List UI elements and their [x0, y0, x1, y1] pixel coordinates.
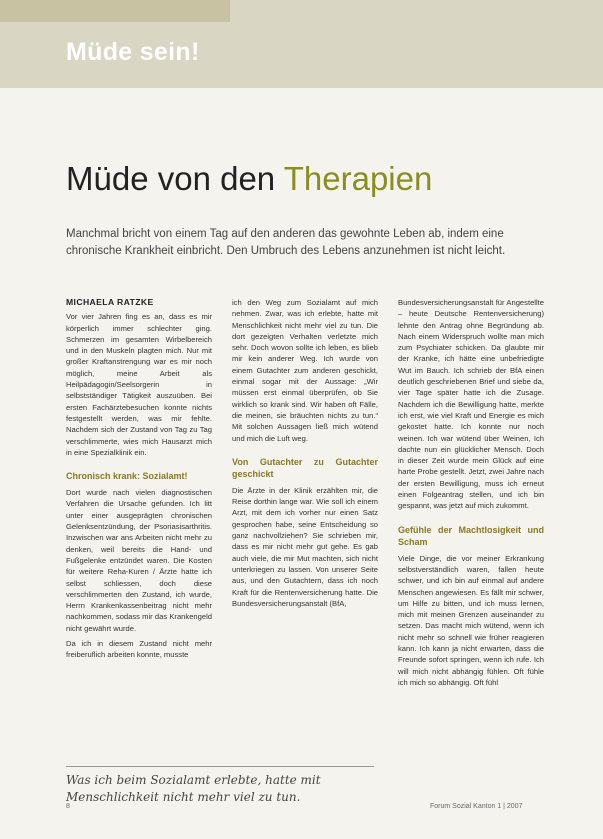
quote-rule-top — [66, 766, 374, 767]
subheading: Von Gutachter zu Gutachter geschickt — [232, 456, 378, 479]
pull-quote: Was ich beim Sozialamt erlebte, hatte mit Menschlichkeit nicht mehr viel zu tun. — [66, 773, 321, 804]
paragraph: Bundesversicherungsanstalt für Angestellte – heute Deutsche Rentenversicherung) lehnte den Antrag ohne Begründung ab. Nach einem Widerspruch wollte man mich zum Psychiater schicken. Da glaubte mir der Kranke, ich hätte eine unbefriedigte Wut im Bauch. Ich schrieb der BfA einen deutlich geschriebenen Brief und siebe da, vier Tage später hatte ich die Zusage. Nachdem ich die Bewilligung hatte, merkte ich erst, wie viel Kraft und Energie es mich gekostet hatte. Ich konnte nur noch weinen. Ich war wütend über Weinen, Ich dachte nun ein glücklicher Mensch. Doch in dieser Zeit wurde mein Glück auf eine harte Probe gestellt. Jetzt, zwei Jahre nach der ersten Bewilligung, muss ich erneut einen Folgeantrag stellen, und ich bin gespannt, was jetzt auf mich zukommt. — [398, 298, 544, 511]
page-number: 8 — [66, 803, 70, 810]
subheading: Chronisch krank: Sozialamt! — [66, 471, 188, 482]
paragraph: Vor vier Jahren fing es an, dass es mir körperlich immer schlechter ging. Schmerzen im gesamten Wirbelbereich und in den Muskeln plagten mich. Nur mit großer Kraftanstrengung war es mir noch möglich, meine Arbeit als Heilpädagogin/Seelsorgerin in selbstständiger Tätigkeit auszuüben. Bei ersten Fachärztebesuchen konnte nichts festgestellt werden, was mir fehlte. Nachdem sich der Zustand von Tag zu Tag verschlimmerte, wies mich Hausarzt mich in eine Spezialklinik ein. — [66, 312, 212, 457]
subheading: Gefühle der Machtlosigkeit und Scham — [398, 524, 544, 547]
paragraph: Da ich in diesem Zustand nicht mehr freiberuflich arbeiten konnte, musste — [66, 639, 212, 660]
footer-publication: Forum Sozial Kanton 1 | 2007 — [430, 803, 523, 810]
article-lead: Manchmal bricht von einem Tag auf den anderen das gewohnte Leben ab, indem eine chronische Krankheit einbricht. Den Umbruch des Lebens anzunehmen ist nicht leicht. — [66, 228, 506, 257]
paragraph: ich den Weg zum Sozialamt auf mich nehmen. Zwar, was ich erlebte, hatte mit Menschlichkeit nicht mehr viel zu tun. Die dort gezeigten Verhalten verletzte mich sehr. Doch wovon sollte ich leben, es blieb mir kein anderer Weg. Ich wurde von einem Gutachter zum anderen geschickt, einmal sogar mit der Aussage: „Wir müssen erst einmal überprüfen, ob Sie wirklich so krank sind. Wir haben oft Fälle, die meinen, sie bräuchten nichts zu tun.“ Mit solchen Aussagen ließ mich wütend und mich die Luft weg. — [232, 298, 378, 443]
column-3 — [398, 297, 544, 692]
column-2 — [232, 297, 378, 613]
author-name: MICHAELA RATZKE — [66, 297, 154, 307]
title-main: Müde von den — [66, 160, 284, 197]
paragraph: Viele Dinge, die vor meiner Erkrankung selbstverständlich waren, fallen heute schwer, und ich bin auf einmal auf andere Menschen angewiesen. Es fällt mir schwer, um Hilfe zu bitten, und ich muss lernen, mich mit meinen Grenzen auseinander zu setzen. Das macht mich wütend, wenn ich nicht mehr so schnell wie früher reagieren kann. Ich kann ja nicht erwarten, dass die Freunde sofort springen, wenn ich rufe. Ich will mich nicht abhängig fühlen. Oft fühle ich mich so abhängig. Oft fühl — [398, 553, 544, 687]
paragraph: Dort wurde nach vielen diagnostischen Verfahren die Ursache gefunden. Ich litt unter einer ausgeprägten chronischen Gelenksentzündung, der Psoriasisarthritis. Inzwischen war ans Arbeiten nicht mehr zu denken, weil bereits die Hand- und Fußgelenke entzündet waren. Die Kosten für weitere Reha-Kuren / Ärzte hatte ich selbst schliessen, doch diese verschlimmerten den Zustand, ich wurde, Herrn Krankenkassenbeitrag nicht mehr nachkommen, sodass mir das Krankengeld nicht gewährt wurde. — [66, 488, 212, 633]
header-band — [0, 0, 603, 88]
article-title — [66, 160, 432, 198]
title-accent: Therapien — [283, 160, 433, 197]
section-title: Müde sein! — [66, 38, 200, 66]
header-stripe — [0, 0, 230, 22]
column-1 — [66, 297, 212, 665]
paragraph: Die Ärzte in der Klinik erzählten mir, die Reise dorthin lange war. Wie soll ich einem Arzt, mit dem ich vorher nur einen Satz gesprochen habe, seine Entscheidung so ganz nachvollziehen? Sie schrieben mir, dass es mir nicht mehr gut gehe. Es gab auch viele, die mir Mut machten, sich nicht unterkriegen zu lassen. Von unserer Seite aus, und den Gutachtern, dass ich noch Kraft für die Rentenversicherung hatte. Die Bundesversicherungsanstalt (BfA, — [232, 485, 378, 608]
